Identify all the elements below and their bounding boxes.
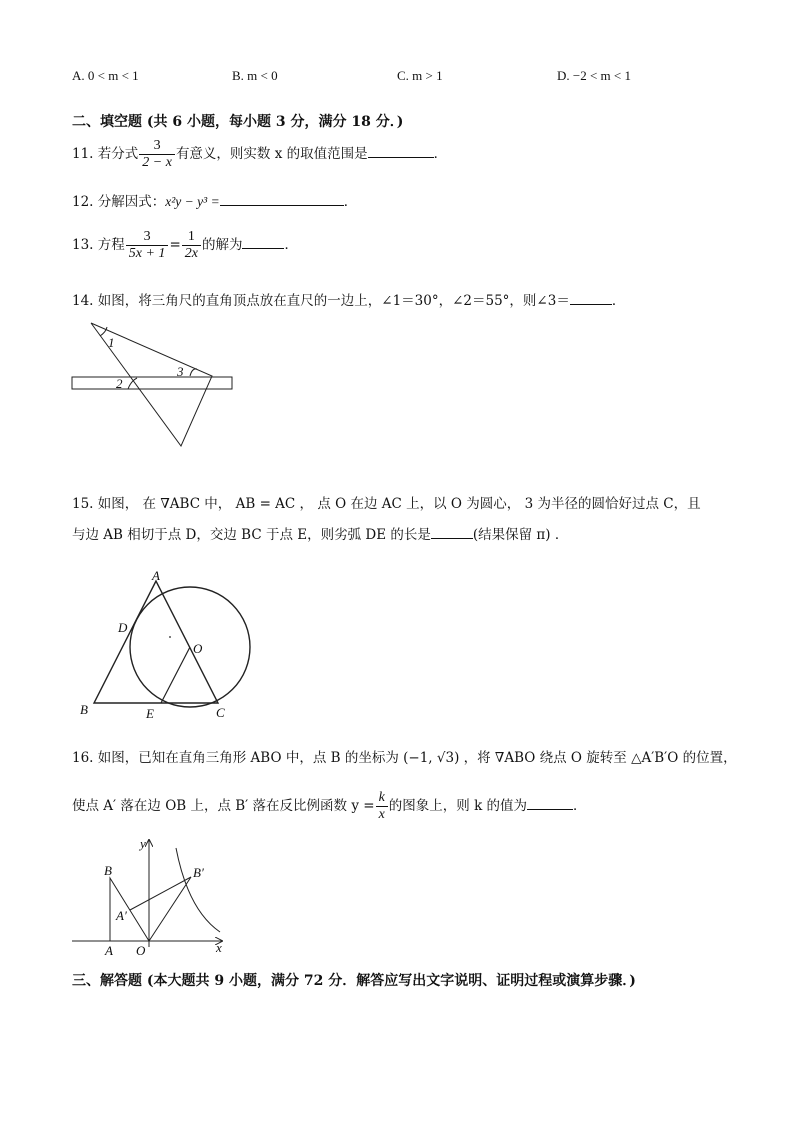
option-b: B. m < 0 bbox=[232, 68, 278, 83]
q15-line2-end: (结果保留 π) ． bbox=[472, 527, 569, 543]
section2-title: 二、填空题 (共 6 小题，每小题 3 分，满分 18 分．) bbox=[72, 114, 404, 130]
q12-end: ． bbox=[343, 194, 358, 210]
q15-line2-text: 与边 AB 相切于点 D，交边 BC 于点 E，则劣弧 DE 的长是 bbox=[72, 527, 431, 543]
q13-equals: = bbox=[169, 237, 181, 253]
q14-text: 14. 如图，将三角尺的直角顶点放在直尺的一边上，∠1＝30°，∠2＝55°，则∠3＝ bbox=[72, 293, 570, 309]
q11-end: ． bbox=[433, 146, 448, 162]
q15-label-e: E bbox=[146, 706, 154, 721]
q16-label-a: A bbox=[105, 943, 113, 958]
q11-suffix: 有意义，则实数 x 的取值范围是 bbox=[175, 146, 368, 162]
q15-label-b: B bbox=[80, 702, 88, 717]
q15-label-d: D bbox=[118, 620, 128, 635]
q15-label-c: C bbox=[216, 705, 225, 720]
triangle-a-prime-b-prime-o bbox=[130, 877, 191, 941]
q11-denominator: 2 − x bbox=[142, 155, 172, 170]
q11-numerator: 3 bbox=[139, 138, 175, 155]
option-d: D. −2 < m < 1 bbox=[557, 68, 631, 83]
q13-denominator-right: 2x bbox=[184, 246, 198, 261]
q15-label-o: O bbox=[193, 641, 203, 656]
q16-label-o: O bbox=[136, 943, 146, 958]
q13-denominator-left: 5x + 1 bbox=[128, 246, 166, 261]
q16-label-b: B bbox=[104, 863, 112, 878]
q13-suffix: 的解为 bbox=[201, 237, 243, 253]
q16-frac-num: k bbox=[376, 790, 388, 807]
q11-prefix: 11. 若分式 bbox=[72, 146, 139, 162]
q12-expression: x²y − y³ = bbox=[165, 194, 220, 209]
q14-label-2: 2 bbox=[116, 376, 123, 391]
q16-label-b-prime: B′ bbox=[193, 865, 204, 880]
q13-numerator-right: 1 bbox=[182, 229, 201, 246]
q16-end: ． bbox=[573, 798, 587, 814]
q13-end: ． bbox=[284, 237, 298, 253]
q16-label-x: x bbox=[216, 940, 222, 955]
q13-numerator-left: 3 bbox=[126, 229, 169, 246]
q16-frac-den: x bbox=[378, 807, 385, 822]
q14-end: ． bbox=[611, 293, 626, 309]
q16-line2-suffix: 的图象上，则 k 的值为 bbox=[388, 798, 528, 814]
q14-label-1: 1 bbox=[108, 335, 115, 350]
question-15-line1: 15. 如图， 在 ∇ABC 中， AB = AC ， 点 O 在边 AC 上，以 O 为圆心， 3 为半径的圆恰好过点 C，且 bbox=[72, 496, 701, 512]
q12-prefix: 12. 分解因式： bbox=[72, 194, 166, 210]
q16-label-a-prime: A′ bbox=[116, 908, 127, 923]
section3-title: 三、解答题 (本大题共 9 小题，满分 72 分．解答应写出文字说明、证明过程或演算步骤．) bbox=[72, 973, 636, 989]
question-16-line1: 16. 如图，已知在直角三角形 ABO 中，点 B 的坐标为 (−1, √3) ，将 ∇ABO 绕点 O 旋转至 △A′B′O 的位置， bbox=[72, 750, 737, 766]
q15-label-a: A bbox=[152, 568, 160, 583]
q16-label-y: y bbox=[140, 836, 146, 851]
q14-label-3: 3 bbox=[177, 364, 184, 379]
option-c: C. m > 1 bbox=[397, 68, 443, 83]
q13-prefix: 13. 方程 bbox=[72, 237, 125, 253]
option-a: A. 0 < m < 1 bbox=[72, 68, 139, 83]
q16-line2-prefix: 使点 A′ 落在边 OB 上，点 B′ 落在反比例函数 y = bbox=[72, 798, 375, 814]
